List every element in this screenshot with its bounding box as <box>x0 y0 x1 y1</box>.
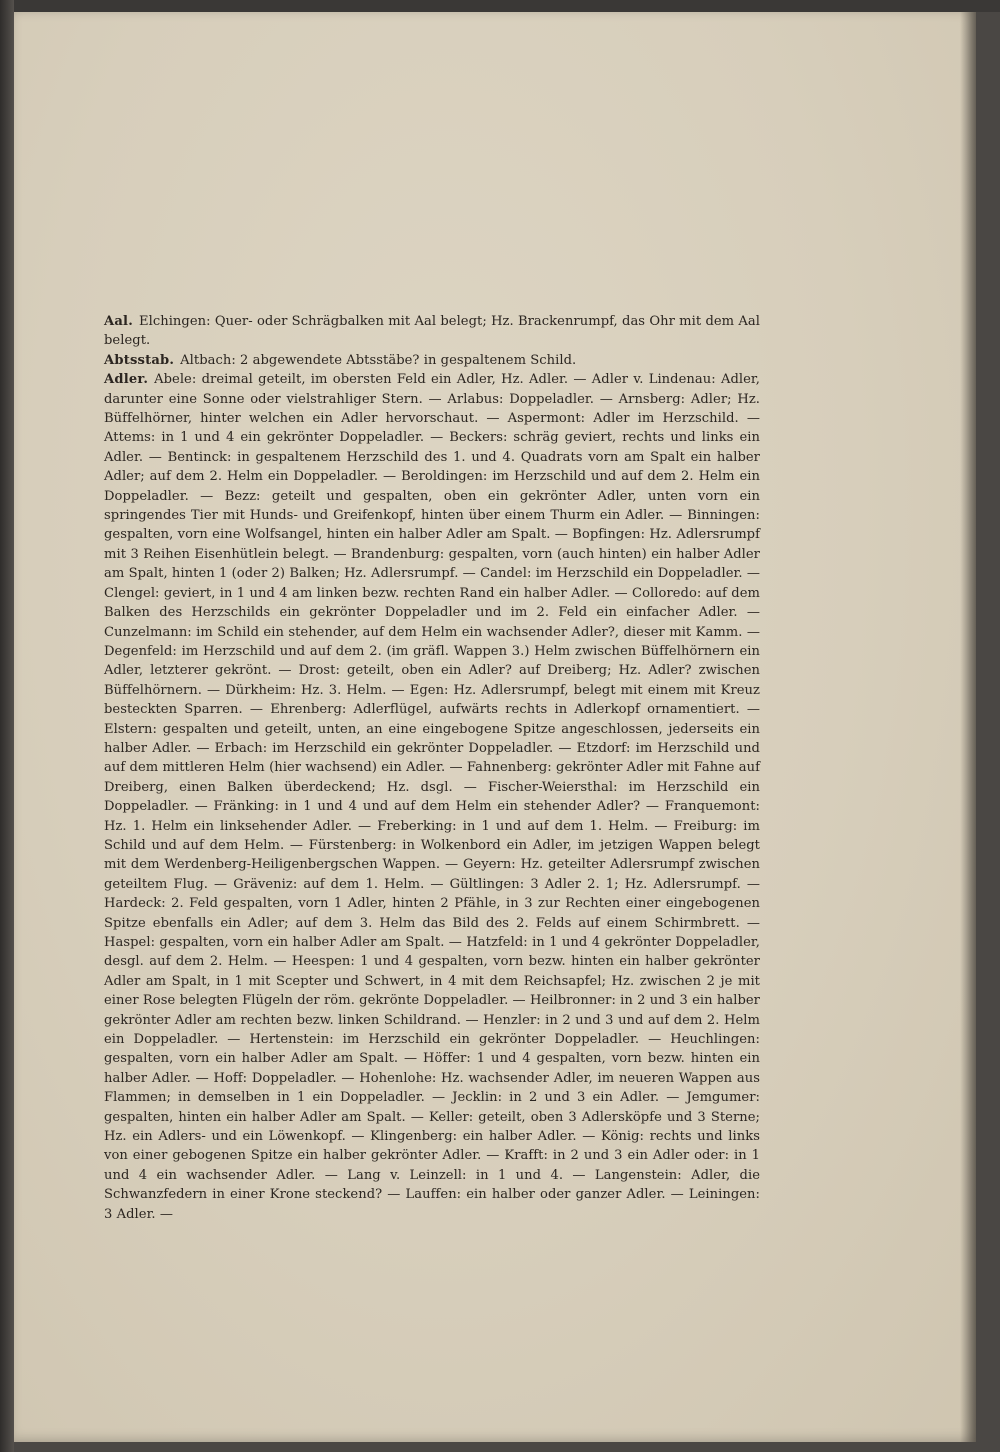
entry-aal <box>104 312 760 351</box>
entry-text: Abele: dreimal geteilt, im obersten Feld ein Adler, Hz. Adler. — Adler v. Lindenau: Adler, darunter eine Sonne oder vielstrahliger Stern. — Arlabus: Doppeladler. — Arnsberg: Adler; Hz. Büffelhörner, hinter welchen ein Adler hervorschaut. — Aspermont: Adler im Herzschild. — Attems: in 1 und 4 ein gekrönter Doppeladler. — Beckers: schräg geviert, rechts und links ein Adler. — Bentinck: in gespaltenem Herzschild des 1. und 4. Quadrats vorn am Spalt ein halber Adler; auf dem 2. Helm ein Doppeladler. — Beroldingen: im Herzschild und auf dem 2. Helm ein Doppeladler. — Bezz: geteilt und gespalten, oben ein gekrönter Adler, unten vorn ein springendes Tier mit Hunds- und Greifenkopf, hinten über einem Thurm ein Adler. — Binningen: gespalten, vorn eine Wolfsangel, hinten ein halber Adler am Spalt. — Bopfingen: Hz. Adlersrumpf mit 3 Reihen Eisenhütlein belegt. — Brandenburg: gespalten, vorn (auch hinten) ein halber Adler am Spalt, hinten 1 (oder 2) Balken; Hz. Adlersrumpf. — Candel: im Herzschild ein Doppeladler. — Clengel: geviert, in 1 und 4 am linken bezw. rechten Rand ein halber Adler. — Colloredo: auf dem Balken des Herzschilds ein gekrönter Doppeladler und im 2. Feld ein einfacher Adler. — Cunzelmann: im Schild ein stehender, auf dem Helm ein wachsender Adler?, dieser mit Kamm. — Degenfeld: im Herzschild und auf dem 2. (im gräfl. Wappen 3.) Helm zwischen Büffelhörnern ein Adler, letzterer gekrönt. — Drost: geteilt, oben ein Adler? auf Dreiberg; Hz. Adler? zwischen Büffelhörnern. — Dürkheim: Hz. 3. Helm. — Egen: Hz. Adlersrumpf, belegt mit einem mit Kreuz besteckten Sparren. — Ehrenberg: Adlerflügel, aufwärts rechts in Adlerkopf ornamentiert. — Elstern: gespalten und geteilt, unten, an eine eingebogene Spitze angeschlossen, jederseits ein halber Adler. — Erbach: im Herzschild ein gekrönter Doppeladler. — Etzdorf: im Herzschild und auf dem mittleren Helm (hier wachsend) ein Adler. — Fahnenberg: gekrönter Adler mit Fahne auf Dreiberg, einen Balken überdeckend; Hz. dsgl. — Fischer-Weiersthal: im Herzschild ein Doppeladler. — Fränking: in 1 und 4 und auf dem Helm ein stehender Adler? — Franquemont: Hz. 1. Helm ein linksehender Adler. — Freberking: in 1 und auf dem 1. Helm. — Freiburg: im Schild und auf dem Helm. — Fürstenberg: in Wolkenbord ein Adler, im jetzigen Wappen belegt mit dem Werdenberg-Heiligenbergschen Wappen. — Geyern: Hz. geteilter Adlersrumpf zwischen geteiltem Flug. — Gräveniz: auf dem 1. Helm. — Gültlingen: 3 Adler 2. 1; Hz. Adlersrumpf. — Hardeck: 2. Feld gespalten, vorn 1 Adler, hinten 2 Pfähle, in 3 zur Rechten einer eingebogenen Spitze ebenfalls ein Adler; auf dem 3. Helm das Bild des 2. Felds auf einem Schirmbrett. — Haspel: gespalten, vorn ein halber Adler am Spalt. — Hatzfeld: in 1 und 4 gekrönter Doppeladler, desgl. auf dem 2. Helm. — Heespen: 1 und 4 gespalten, vorn bezw. hinten ein halber gekrönter Adler am Spalt, in 1 mit Scepter und Schwert, in 4 mit dem Reichsapfel; Hz. zwischen 2 je mit einer Rose belegten Flügeln der röm. gekrönte Doppeladler. — Heilbronner: in 2 und 3 ein halber gekrönter Adler am rechten bezw. linken Schildrand. — Henzler: in 2 und 3 und auf dem 2. Helm ein Doppeladler. — Hertenstein: im Herzschild ein gekrönter Doppeladler. — Heuchlingen: gespalten, vorn ein halber Adler am Spalt. — Höffer: 1 und 4 gespalten, vorn bezw. hinten ein halber Adler. — Hoff: Doppeladler. — Hohenlohe: Hz. wachsender Adler, im neueren Wappen aus Flammen; in demselben in 1 ein Doppeladler. — Jecklin: in 2 und 3 ein Adler. — Jemgumer: gespalten, hinten ein halber Adler am Spalt. — Keller: geteilt, oben 3 Adlersköpfe und 3 Sterne; Hz. ein Adlers- und ein Löwenkopf. — Klingenberg: ein halber Adler. — König: rechts und links von einer gebogenen Spitze ein halber gekrönter Adler. — Krafft: in 2 und 3 ein Adler oder: in 1 und 4 ein wachsender Adler. — Lang v. Leinzell: in 1 und 4. — Langenstein: Adler, die Schwanzfedern in einer Krone steckend? — Lauffen: ein halber oder ganzer Adler. — Leiningen: 3 Adler. — <box>104 372 760 1222</box>
page-text <box>104 312 760 1224</box>
entry-heading: Aal. <box>104 314 133 329</box>
scan-edge-left <box>0 0 14 1452</box>
entry-heading: Abtsstab. <box>104 352 175 368</box>
entry-adler <box>104 370 760 1224</box>
page-shadow <box>960 12 976 1442</box>
entry-text: Elchingen: Quer- oder Schrägbalken mit Aal belegt; Hz. Brackenrumpf, das Ohr mit dem Aal belegt. <box>104 314 760 349</box>
entry-abtsstab <box>104 351 760 370</box>
scan-edge-top <box>0 0 1000 12</box>
entry-heading: Adler. <box>104 372 149 388</box>
entry-text: Altbach: 2 abgewendete Abtsstäbe? in gespaltenem Schild. <box>180 352 577 368</box>
bleed-through-text <box>114 162 854 312</box>
